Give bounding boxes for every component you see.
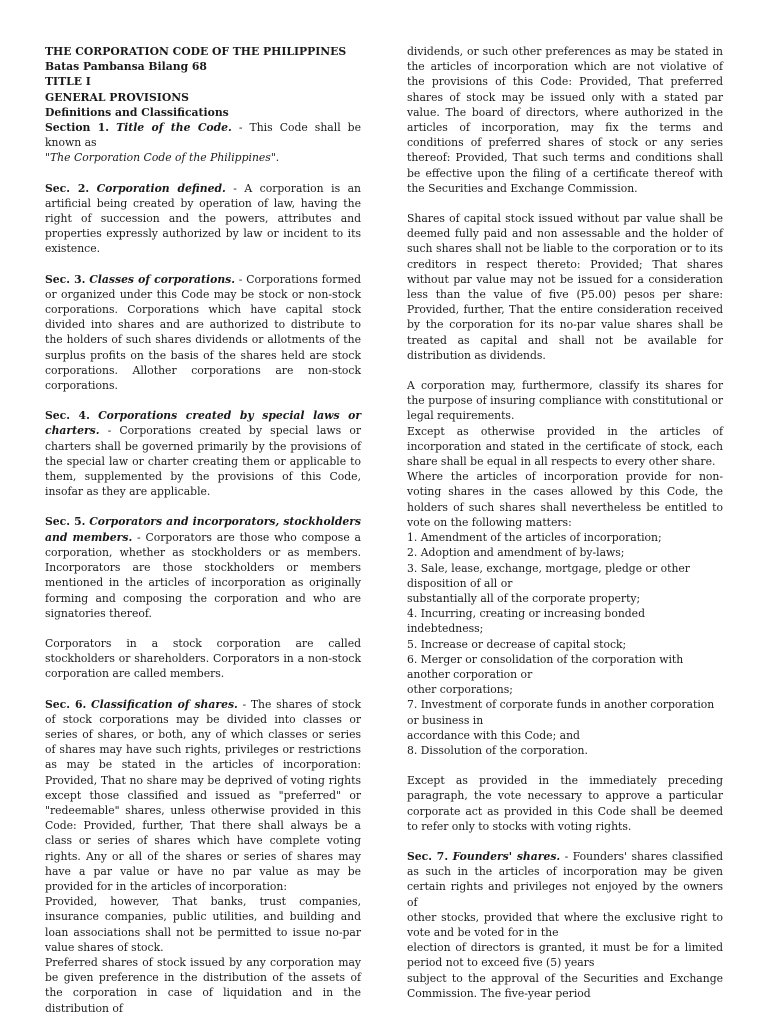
sec2-title: Corporation defined. — [96, 181, 226, 195]
left-column — [45, 44, 361, 1016]
right-paragraph-2: Shares of capital stock issued without par value shall be deemed fully paid and non assessable and the holder of such shares shall not be liable to the corporation or to its creditors in respect thereto: Provided; That shares without par value may not be issued for a consideration less than the value of five (P5.00) pesos per share: Provided, further, That the entire consideration received by the corporation for its no-par value shares shall be treated as capital and shall not be available for distribution as dividends. — [407, 212, 723, 362]
section-6-paragraph-2: Provided, however, That banks, trust companies, insurance companies, public utilities, and building and loan associations shall not be permitted to issue no-par value shares of stock. — [45, 895, 361, 954]
sec5-title: Corporators and incorporators, stockholders and members. — [45, 515, 362, 544]
sec1-label: Section 1. — [45, 121, 110, 135]
section-1 — [45, 120, 361, 166]
code-title: THE CORPORATION CODE OF THE PHILIPPINES — [45, 45, 347, 58]
list-item: accordance with this Code; and — [407, 728, 580, 742]
list-item: 1. Amendment of the articles of incorporation; — [407, 531, 662, 545]
sec3-text: - Corporations formed or organized under this Code may be stock or non-stock corporations. Corporations which have capital stock divided into shares and are authorized to distribute to the holders of such shares dividends or allotments of the surplus profits on the basis of the shares held are stock corporations. Allother corporations are non-stock corporations. — [45, 272, 361, 393]
sec3-label: Sec. 3. — [45, 272, 86, 286]
right-paragraph-3: A corporation may, furthermore, classify its shares for the purpose of insuring compliance with constitutional or legal requirements. — [407, 379, 723, 423]
right-paragraph-5: Where the articles of incorporation provide for non-voting shares in the cases allowed by this Code, the holders of such shares shall nevertheless be entitled to vote on the following matters: — [407, 470, 723, 529]
sec6-label: Sec. 6. — [45, 697, 87, 711]
general-provisions-heading: GENERAL PROVISIONS — [45, 90, 189, 104]
list-item: other corporations; — [407, 683, 513, 697]
sec5-label: Sec. 5. — [45, 515, 86, 529]
right-paragraph-4: Except as otherwise provided in the articles of incorporation and stated in the certificate of stock, each share shall be equal in all respects to every other share. — [407, 424, 723, 469]
section-7 — [407, 849, 723, 910]
sec6-text: - The shares of stock of stock corporations may be divided into classes or series of shares, or both, any of which classes or series of shares may have such rights, privileges or restrictions as may be stated in the articles of incorporation: Provided, That no share may be deprived of voting rights except those classified and issued as "preferred" or "redeemable" shares, unless otherwise provided in this Code: Provided, further, That there shall always be a class or series of shares which have complete voting rights. Any or all of the shares or series of shares may have a par value or have no par value as may be provided for in the articles of incorporation: — [45, 697, 362, 893]
sec4-title: Corporations created by special laws or charters. — [45, 409, 362, 438]
sec5-text: - Corporators are those who compose a corporation, whether as stockholders or as members. Incorporators are those stockholders or members mentioned in the articles of incorporation as originally forming and composing the corporation and who are signatories thereof. — [45, 530, 361, 620]
definitions-heading: Definitions and Classifications — [45, 105, 229, 119]
list-item: 6. Merger or consolidation of the corporation with another corporation or — [407, 652, 684, 681]
section-7-line-4: subject to the approval of the Securities and Exchange Commission. The five-year period — [407, 971, 723, 1000]
sec2-text: - A corporation is an artificial being created by operation of law, having the right of succession and the powers, attributes and properties expressly authorized by law or incident to its existence. — [45, 181, 361, 256]
right-paragraph-6: Except as provided in the immediately preceding paragraph, the vote necessary to approve a particular corporate act as provided in this Code shall be deemed to refer only to stocks with voting rights. — [407, 774, 723, 833]
sec1-quote: "The Corporation Code of the Philippines". — [45, 151, 280, 165]
list-item: substantially all of the corporate property; — [407, 591, 641, 605]
section-6 — [45, 697, 361, 895]
list-item: 3. Sale, lease, exchange, mortgage, pledge or other disposition of all or — [407, 561, 690, 590]
list-item: 5. Increase or decrease of capital stock; — [407, 637, 627, 651]
sec4-text: - Corporations created by special laws or charters shall be governed primarily by the provisions of the special law or charter creating them or applicable to them, supplemented by the provisions of this Code, insofar as they are applicable. — [45, 424, 361, 499]
sec3-title: Classes of corporations. — [89, 272, 235, 286]
section-7-line-2: other stocks, provided that where the exclusive right to vote and be voted for in the — [407, 910, 723, 939]
right-paragraph-1: dividends, or such other preferences as may be stated in the articles of incorporation which are not violative of the provisions of this Code: Provided, That preferred shares of stock may be issued only with a stated par value. The board of directors, where authorized in the articles of incorporation, may fix the terms and conditions of preferred shares of stock or any series thereof: Provided, That such terms and conditions shall be effective upon the filing of a certificate thereof with the Securities and Exchange Commission. — [407, 45, 723, 195]
sec7-title: Founders' shares. — [452, 849, 561, 863]
sec2-label: Sec. 2. — [45, 181, 90, 195]
section-4 — [45, 408, 361, 499]
sec7-text: - Founders' shares classified as such in the articles of incorporation may be given certain rights and privileges not enjoyed by the owners of — [407, 849, 723, 909]
sec7-label: Sec. 7. — [407, 849, 449, 863]
list-item: 8. Dissolution of the corporation. — [407, 743, 588, 757]
sec4-label: Sec. 4. — [45, 409, 90, 423]
sec1-text: - This Code shall be known as — [45, 121, 361, 150]
list-item: 4. Incurring, creating or increasing bonded indebtedness; — [407, 607, 645, 636]
sec1-title: Title of the Code. — [116, 121, 232, 135]
section-5-paragraph-2: Corporators in a stock corporation are called stockholders or shareholders. Corporators in a non-stock corporation are called members. — [45, 636, 361, 681]
section-3 — [45, 272, 361, 394]
bp-number: Batas Pambansa Bilang 68 — [45, 60, 207, 74]
section-5 — [45, 514, 361, 620]
sec6-title: Classification of shares. — [91, 697, 238, 711]
section-7-line-3: election of directors is granted, it must be for a limited period not to exceed five (5) years — [407, 941, 723, 970]
list-item: 2. Adoption and amendment of by-laws; — [407, 546, 625, 560]
section-2 — [45, 181, 361, 257]
list-item: 7. Investment of corporate funds in another corporation or business in — [407, 698, 715, 727]
title-number: TITLE I — [45, 75, 91, 89]
right-column — [407, 44, 723, 1001]
section-6-paragraph-3: Preferred shares of stock issued by any corporation may be given preference in the distribution of the assets of the corporation in case of liquidation and in the distribution of — [45, 955, 361, 1015]
